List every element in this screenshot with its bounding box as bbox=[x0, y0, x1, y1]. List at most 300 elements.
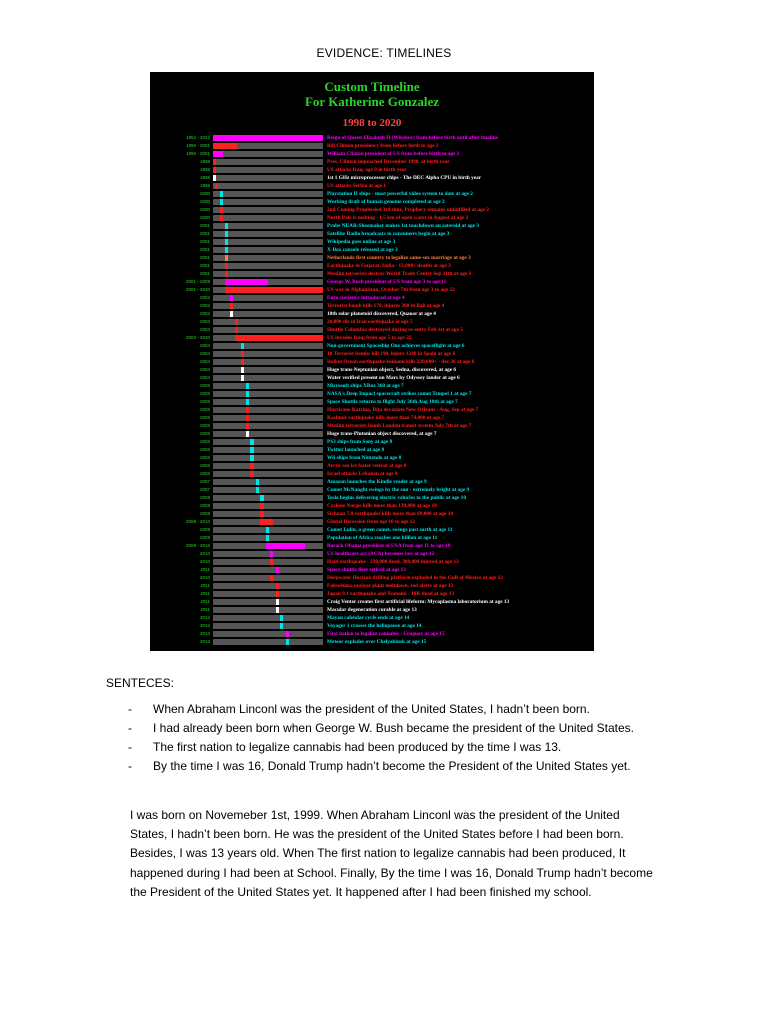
timeline-row bbox=[150, 302, 594, 310]
timeline-row bbox=[150, 614, 594, 622]
timeline-range: 1998 to 2020 bbox=[342, 117, 402, 129]
timeline-bar bbox=[225, 247, 228, 253]
timeline-bar bbox=[246, 383, 249, 389]
timeline-bar bbox=[256, 479, 259, 485]
timeline-year: 2001 bbox=[199, 263, 210, 268]
timeline-row bbox=[150, 558, 594, 566]
timeline-event: Barack Obama president of USA from age 11 to age 18 bbox=[327, 543, 451, 549]
timeline-row bbox=[150, 550, 594, 558]
timeline-track bbox=[213, 631, 323, 637]
timeline-bar bbox=[225, 255, 228, 261]
timeline-track bbox=[213, 295, 323, 301]
timeline-row bbox=[150, 358, 594, 366]
timeline-bar bbox=[270, 551, 273, 557]
timeline-event: US invades Iraq, from age 5 to age 22 bbox=[327, 335, 412, 341]
timeline-row bbox=[150, 254, 594, 262]
timeline-year: 2006 bbox=[199, 447, 210, 452]
timeline-track bbox=[213, 359, 323, 365]
timeline-track bbox=[213, 511, 323, 517]
timeline-track bbox=[213, 415, 323, 421]
timeline-bar bbox=[220, 191, 223, 197]
timeline-bar bbox=[280, 623, 283, 629]
timeline-row bbox=[150, 574, 594, 582]
timeline-bar bbox=[225, 279, 268, 285]
timeline-row bbox=[150, 206, 594, 214]
timeline-year: 2010 bbox=[199, 559, 210, 564]
timeline-track bbox=[213, 495, 323, 501]
timeline-bar bbox=[250, 471, 253, 477]
timeline-track bbox=[213, 311, 323, 317]
timeline-row bbox=[150, 158, 594, 166]
timeline-event: Haiti earthquake - 230,000 dead, 300,000 injured at age 12 bbox=[327, 559, 459, 565]
timeline-track bbox=[213, 439, 323, 445]
timeline-year: 2006 bbox=[199, 463, 210, 468]
timeline-event: Wikipedia goes online at age 3 bbox=[327, 239, 396, 245]
timeline-row bbox=[150, 462, 594, 470]
timeline-bar bbox=[215, 183, 218, 189]
timeline-bar bbox=[276, 607, 279, 613]
timeline-bar bbox=[235, 327, 238, 333]
timeline-event: William Clinton president of US from before birth to age 2 bbox=[327, 151, 460, 157]
timeline-track bbox=[213, 399, 323, 405]
timeline-year: 2001 bbox=[199, 247, 210, 252]
timeline-year: 2001 bbox=[199, 255, 210, 260]
timeline-row bbox=[150, 382, 594, 390]
timeline-year: 2009 - 2016 bbox=[185, 543, 210, 548]
timeline-bar bbox=[276, 567, 279, 573]
timeline-year: 2008 bbox=[199, 503, 210, 508]
timeline-event: Water verified present on Mars by Odyssey lander at age 6 bbox=[327, 375, 460, 381]
timeline-event: Playstation II ships - most powerful video system to date at age 2 bbox=[327, 191, 473, 197]
timeline-event: First nation to legalize cannabis - Uruguay at age 15 bbox=[327, 631, 445, 637]
timeline-track bbox=[213, 567, 323, 573]
timeline-row bbox=[150, 414, 594, 422]
timeline-event: Space Shuttle returns to flight July 26th Aug 10th at age 7 bbox=[327, 399, 458, 405]
timeline-event: Earthquake in Gujarat, India - 13,000+ deaths at age 3 bbox=[327, 263, 451, 269]
timeline-track bbox=[213, 463, 323, 469]
timeline-bar bbox=[246, 431, 249, 437]
timeline-year: 2003 bbox=[199, 327, 210, 332]
timeline-year: 2003 - 2020 bbox=[185, 335, 210, 340]
timeline-event: George W. Bush president of US from age 3 to age 11 bbox=[327, 279, 447, 285]
timeline-row bbox=[150, 270, 594, 278]
timeline-event: Indian Ocean earthquake/tsunami kills 230,000+ - dec 26 at age 6 bbox=[327, 359, 475, 365]
timeline-event: Meteor explodes over Chelyabinsk at age 15 bbox=[327, 639, 427, 645]
timeline-row bbox=[150, 310, 594, 318]
timeline-year: 2009 bbox=[199, 527, 210, 532]
timeline-year: 2004 bbox=[199, 367, 210, 372]
timeline-year: 2000 bbox=[199, 199, 210, 204]
timeline-bar bbox=[246, 407, 249, 413]
timeline-bar bbox=[235, 335, 323, 341]
timeline-track bbox=[213, 519, 323, 525]
timeline-track bbox=[213, 423, 323, 429]
timeline-event: Pres. Clinton impeached December 1998, at birth year bbox=[327, 159, 450, 165]
timeline-image bbox=[150, 72, 594, 651]
timeline-track bbox=[213, 143, 323, 149]
timeline-event: North Pole is melting - 1.5 km of open water in August at age 2 bbox=[327, 215, 469, 221]
timeline-bar bbox=[241, 343, 244, 349]
timeline-event: US war in Afghanistan, October 7th from age 3 to age 22 bbox=[327, 287, 455, 293]
timeline-year: 2011 bbox=[200, 567, 210, 572]
timeline-bar bbox=[235, 319, 238, 325]
timeline-bar bbox=[256, 487, 259, 493]
timeline-track bbox=[213, 159, 323, 165]
timeline-year: 2005 bbox=[199, 415, 210, 420]
timeline-row bbox=[150, 638, 594, 646]
timeline-event: Bill Clinton presidency from before birth to age 2 bbox=[327, 143, 439, 149]
timeline-year: 2002 bbox=[199, 311, 210, 316]
timeline-year: 2010 bbox=[199, 575, 210, 580]
timeline-row bbox=[150, 502, 594, 510]
timeline-row bbox=[150, 534, 594, 542]
timeline-bar bbox=[286, 631, 289, 637]
timeline-event: Space shuttle fleet retired at age 13 bbox=[327, 567, 406, 573]
timeline-subtitle: For Katherine Gonzalez bbox=[304, 94, 440, 109]
timeline-track bbox=[213, 279, 323, 285]
timeline-event: 2nd Coming Prophesied 3rd time, Prophecy remains unfulfilled at age 2 bbox=[327, 207, 489, 213]
timeline-year: 2001 - 2009 bbox=[185, 279, 210, 284]
timeline-bar bbox=[260, 511, 263, 517]
timeline-row bbox=[150, 542, 594, 550]
timeline-track bbox=[213, 351, 323, 357]
timeline-bar bbox=[266, 543, 306, 549]
timeline-track bbox=[213, 327, 323, 333]
timeline-row bbox=[150, 238, 594, 246]
timeline-row bbox=[150, 398, 594, 406]
timeline-track bbox=[213, 599, 323, 605]
timeline-year: 2007 bbox=[199, 487, 210, 492]
timeline-year: 2000 bbox=[199, 215, 210, 220]
timeline-bar bbox=[225, 287, 323, 293]
timeline-bar bbox=[241, 351, 244, 357]
timeline-bar bbox=[276, 583, 279, 589]
timeline-bar bbox=[213, 175, 216, 181]
timeline-track bbox=[213, 407, 323, 413]
timeline-event: Reign of Queen Elizabeth II (Windsor) from before birth until after fmaline bbox=[327, 135, 499, 141]
timeline-year: 1952 - 2022 bbox=[185, 135, 210, 140]
timeline-year: 2002 bbox=[199, 295, 210, 300]
timeline-track bbox=[213, 151, 323, 157]
timeline-bar bbox=[250, 455, 253, 461]
timeline-bar bbox=[246, 415, 249, 421]
timeline-year: 2011 bbox=[200, 583, 210, 588]
timeline-track bbox=[213, 391, 323, 397]
timeline-track bbox=[213, 319, 323, 325]
timeline-event: Non-government Spaceship One achieves spaceflight at age 6 bbox=[327, 343, 465, 349]
timeline-year: 2002 bbox=[199, 303, 210, 308]
timeline-year: 2004 bbox=[199, 351, 210, 356]
timeline-bar bbox=[213, 151, 223, 157]
timeline-event: Arctic sea ice faster retreat at age 8 bbox=[327, 463, 407, 469]
timeline-year: 2004 bbox=[199, 359, 210, 364]
timeline-row bbox=[150, 438, 594, 446]
timeline-event: NASA's Deep Impact spacecraft strikes comet Tempel 1 at age 7 bbox=[327, 391, 472, 397]
timeline-track bbox=[213, 535, 323, 541]
timeline-row bbox=[150, 582, 594, 590]
timeline-row bbox=[150, 174, 594, 182]
timeline-row bbox=[150, 230, 594, 238]
timeline-year: 2012 bbox=[199, 623, 210, 628]
timeline-row bbox=[150, 606, 594, 614]
timeline-event: Israel attacks Lebanon at age 8 bbox=[327, 471, 398, 477]
timeline-event: Shuttle Columbia destroyed during re-entry Feb 1st at age 5 bbox=[327, 327, 463, 333]
timeline-bar bbox=[270, 575, 273, 581]
timeline-row bbox=[150, 134, 594, 142]
timeline-track bbox=[213, 239, 323, 245]
timeline-event: US attacks Iraq, age 0 in birth year bbox=[327, 167, 407, 173]
timeline-event: Microsoft ships XBox 360 at age 7 bbox=[327, 383, 404, 389]
timeline-year: 2004 bbox=[199, 343, 210, 348]
timeline-row bbox=[150, 566, 594, 574]
timeline-event: Working draft of human genome completed at age 2 bbox=[327, 199, 445, 205]
timeline-row bbox=[150, 350, 594, 358]
timeline-bar bbox=[246, 399, 249, 405]
timeline-event: Comet McNaught swings by the sun - extremely bright at age 9 bbox=[327, 487, 470, 493]
timeline-event: Sichuan 7.8 earthquake kills more than 69,000 at age 10 bbox=[327, 511, 454, 517]
timeline-year: 2001 bbox=[199, 239, 210, 244]
timeline-event: Huge trans-Plutonian object discovered, at age 7 bbox=[327, 431, 437, 437]
timeline-bar bbox=[225, 271, 228, 277]
timeline-row bbox=[150, 142, 594, 150]
timeline-track bbox=[213, 191, 323, 197]
timeline-bar bbox=[276, 591, 279, 597]
timeline-track bbox=[213, 383, 323, 389]
timeline-event: Population of Africa reaches one billion at age 11 bbox=[327, 535, 438, 541]
timeline-row bbox=[150, 622, 594, 630]
timeline-bar bbox=[250, 439, 253, 445]
timeline-year: 2001 bbox=[199, 271, 210, 276]
timeline-track bbox=[213, 503, 323, 509]
timeline-bar bbox=[225, 223, 228, 229]
timeline-bar bbox=[241, 367, 244, 373]
timeline-bar bbox=[213, 143, 237, 149]
timeline-event: Satellite Radio broadcasts to consumers begin at age 3 bbox=[327, 231, 450, 237]
timeline-year: 2010 bbox=[199, 551, 210, 556]
story-paragraph: I was born on Novemeber 1st, 1999. When Abraham Linconl was the president of the United States, I hadn’t been born. He was the president of the United States before I had been born. Besides, I was 13 years old. When The first nation to legalize cannabis had been produced, It happened during I had been at School. Finally, By the time I was 16, Donald Trump hadn’t become the President of the United States yet. It happened after I had been finished my school. bbox=[130, 808, 653, 899]
timeline-bar bbox=[230, 303, 233, 309]
timeline-row bbox=[150, 590, 594, 598]
timeline-track bbox=[213, 215, 323, 221]
timeline-year: 2005 bbox=[199, 407, 210, 412]
timeline-year: 2011 bbox=[200, 599, 210, 604]
timeline-track bbox=[213, 487, 323, 493]
timeline-bar bbox=[220, 207, 223, 213]
timeline-year: 1998 bbox=[199, 167, 210, 172]
timeline-row bbox=[150, 366, 594, 374]
timeline-row bbox=[150, 446, 594, 454]
timeline-row bbox=[150, 494, 594, 502]
timeline-track bbox=[213, 431, 323, 437]
sentence-item: - When Abraham Linconl was the president of the United States, I hadn’t been born. bbox=[128, 700, 688, 719]
timeline-row bbox=[150, 454, 594, 462]
timeline-year: 2009 bbox=[199, 535, 210, 540]
timeline-bar bbox=[270, 559, 273, 565]
timeline-year: 1998 bbox=[199, 175, 210, 180]
timeline-row bbox=[150, 510, 594, 518]
timeline-event: 1st 1 GHz microprocessor chips - The DEC Alpha CPU in birth year bbox=[327, 175, 482, 181]
timeline-year: 2000 bbox=[199, 207, 210, 212]
timeline-event: Deepwater Horizon drilling platform exploded in the Gulf of Mexico at age 12 bbox=[327, 575, 503, 581]
timeline-year: 2008 bbox=[199, 511, 210, 516]
timeline-track bbox=[213, 479, 323, 485]
page-heading: EVIDENCE: TIMELINES bbox=[316, 46, 452, 60]
timeline-bar bbox=[241, 359, 244, 365]
timeline-event: Tesla begins delivering electric vehicles to the public at age 10 bbox=[327, 495, 466, 501]
timeline-row bbox=[150, 182, 594, 190]
timeline-row bbox=[150, 374, 594, 382]
timeline-track bbox=[213, 471, 323, 477]
timeline-row bbox=[150, 278, 594, 286]
timeline-bar bbox=[241, 375, 244, 381]
timeline-row bbox=[150, 294, 594, 302]
timeline-event: X-Box console released at age 3 bbox=[327, 247, 398, 253]
timeline-bar bbox=[250, 447, 253, 453]
timeline-year: 2013 bbox=[199, 631, 210, 636]
timeline-event: Voyager 1 crosses the heliopause at age 14 bbox=[327, 623, 422, 629]
timeline-bar bbox=[213, 159, 216, 165]
timeline-row bbox=[150, 262, 594, 270]
timeline-track bbox=[213, 575, 323, 581]
timeline-event: Comet Lulin, a green comet, swings past earth at age 11 bbox=[327, 527, 453, 533]
timeline-event: Huge trans-Neptunian object, Sedna, discovered, at age 6 bbox=[327, 367, 457, 373]
timeline-year: 2003 bbox=[199, 319, 210, 324]
timeline-track bbox=[213, 615, 323, 621]
timeline-track bbox=[213, 607, 323, 613]
timeline-track bbox=[213, 271, 323, 277]
timeline-event: US attacks Serbia at age 1 bbox=[327, 183, 386, 189]
timeline-event: Hurricane Katrina, Rita devastate New Orleans - Aug, Sep at age 7 bbox=[327, 407, 479, 413]
timeline-bar bbox=[266, 527, 269, 533]
timeline-year: 2005 bbox=[199, 399, 210, 404]
timeline-row bbox=[150, 430, 594, 438]
timeline-event: Netherlands first country to legalize same-sex marriage at age 3 bbox=[327, 255, 471, 261]
timeline-bar bbox=[266, 535, 269, 541]
timeline-event: Probe NEAR-Shoemaker makes 1st touchdown on asteroid at age 3 bbox=[327, 223, 479, 229]
timeline-year: 2008 - 2010 bbox=[185, 519, 210, 524]
timeline-year: 2012 bbox=[199, 615, 210, 620]
timeline-bar bbox=[276, 599, 279, 605]
timeline-year: 2013 bbox=[199, 639, 210, 644]
timeline-year: 2005 bbox=[199, 383, 210, 388]
timeline-year: 2005 bbox=[199, 431, 210, 436]
timeline-row bbox=[150, 318, 594, 326]
timeline-track bbox=[213, 639, 323, 645]
timeline-bar bbox=[230, 295, 233, 301]
timeline-year: 2001 bbox=[199, 231, 210, 236]
timeline-event: US healthcare act (ACA) becomes law at age 12 bbox=[327, 551, 435, 557]
timeline-row bbox=[150, 470, 594, 478]
timeline-track bbox=[213, 135, 323, 141]
timeline-event: Japan 9.1 earthquake and Tsunami - 18K dead at age 13 bbox=[327, 591, 455, 597]
timeline-bar bbox=[280, 615, 283, 621]
timeline-track bbox=[213, 263, 323, 269]
timeline-bar bbox=[213, 167, 216, 173]
timeline-row bbox=[150, 390, 594, 398]
timeline-row bbox=[150, 222, 594, 230]
timeline-event: Mayan calendar cycle ends at age 14 bbox=[327, 615, 410, 621]
timeline-row bbox=[150, 286, 594, 294]
timeline-year: 1999 bbox=[199, 183, 210, 188]
timeline-event: 10th solar planetoid discovered, Quaoar at age 4 bbox=[327, 311, 436, 317]
timeline-year: 2007 bbox=[199, 479, 210, 484]
timeline-track bbox=[213, 335, 323, 341]
timeline-track bbox=[213, 175, 323, 181]
timeline-bar bbox=[246, 423, 249, 429]
timeline-track bbox=[213, 543, 323, 549]
timeline-year: 2004 bbox=[199, 375, 210, 380]
timeline-track bbox=[213, 367, 323, 373]
timeline-bar bbox=[260, 495, 263, 501]
timeline-track bbox=[213, 287, 323, 293]
timeline-year: 2011 bbox=[200, 607, 210, 612]
timeline-bar bbox=[230, 311, 233, 317]
timeline-bar bbox=[225, 263, 228, 269]
timeline-year: 2006 bbox=[199, 455, 210, 460]
timeline-event: Kashmir earthquake kills more than 74,000 at age 7 bbox=[327, 415, 445, 421]
timeline-year: 1993 - 2001 bbox=[185, 151, 210, 156]
timeline-bar bbox=[225, 231, 228, 237]
timeline-track bbox=[213, 623, 323, 629]
timeline-row bbox=[150, 198, 594, 206]
timeline-track bbox=[213, 375, 323, 381]
timeline-track bbox=[213, 303, 323, 309]
timeline-track bbox=[213, 551, 323, 557]
timeline-bar bbox=[225, 239, 228, 245]
timeline-track bbox=[213, 447, 323, 453]
sentences-label: SENTECES: bbox=[106, 676, 175, 690]
timeline-row bbox=[150, 246, 594, 254]
timeline-year: 1998 bbox=[199, 159, 210, 164]
timeline-bar bbox=[286, 639, 289, 645]
timeline-event: Muslim terrorists destroy World Trade Center Sep 11th at age 3 bbox=[327, 271, 472, 277]
timeline-year: 2005 bbox=[199, 423, 210, 428]
timeline-track bbox=[213, 167, 323, 173]
timeline-row bbox=[150, 422, 594, 430]
timeline-year: 2006 bbox=[199, 471, 210, 476]
timeline-event: Muslim terrorists bomb London transit system July 7th at age 7 bbox=[327, 423, 472, 429]
timeline-event: Amazon launches the Kindle reader at age 9 bbox=[327, 479, 427, 485]
timeline-bar bbox=[220, 199, 223, 205]
timeline-event: 10 Terrorist bombs kill 190, injure 1240 in Spain at age 6 bbox=[327, 351, 456, 357]
timeline-row bbox=[150, 598, 594, 606]
timeline-bar bbox=[260, 519, 273, 525]
timeline-row bbox=[150, 630, 594, 638]
timeline-track bbox=[213, 231, 323, 237]
timeline-track bbox=[213, 183, 323, 189]
timeline-event: Terrorist bomb kills 170, injures 300 in Bali at age 4 bbox=[327, 303, 445, 309]
timeline-row bbox=[150, 518, 594, 526]
timeline-track bbox=[213, 455, 323, 461]
timeline-bar bbox=[213, 135, 323, 141]
sentence-item: - I had already been born when George W. Bush became the president of the United States. bbox=[128, 719, 688, 738]
sentence-item: - The first nation to legalize cannabis had been produced by the time I was 13. bbox=[128, 738, 688, 757]
timeline-event: Craig Venter creates first artificial lifeform: Mycoplasma laboratorium at age 13 bbox=[327, 599, 510, 605]
timeline-year: 2000 bbox=[199, 191, 210, 196]
timeline-year: 2008 bbox=[199, 495, 210, 500]
timeline-year: 2011 bbox=[200, 591, 210, 596]
timeline-event: Wii ships from Nintendo at age 8 bbox=[327, 455, 402, 461]
timeline-event: Twitter launched at age 8 bbox=[327, 447, 385, 453]
timeline-row bbox=[150, 166, 594, 174]
timeline-row bbox=[150, 150, 594, 158]
timeline-bar bbox=[250, 463, 253, 469]
timeline-track bbox=[213, 527, 323, 533]
timeline-track bbox=[213, 255, 323, 261]
timeline-row bbox=[150, 342, 594, 350]
timeline-row bbox=[150, 526, 594, 534]
timeline-year: 2001 - 2020 bbox=[185, 287, 210, 292]
